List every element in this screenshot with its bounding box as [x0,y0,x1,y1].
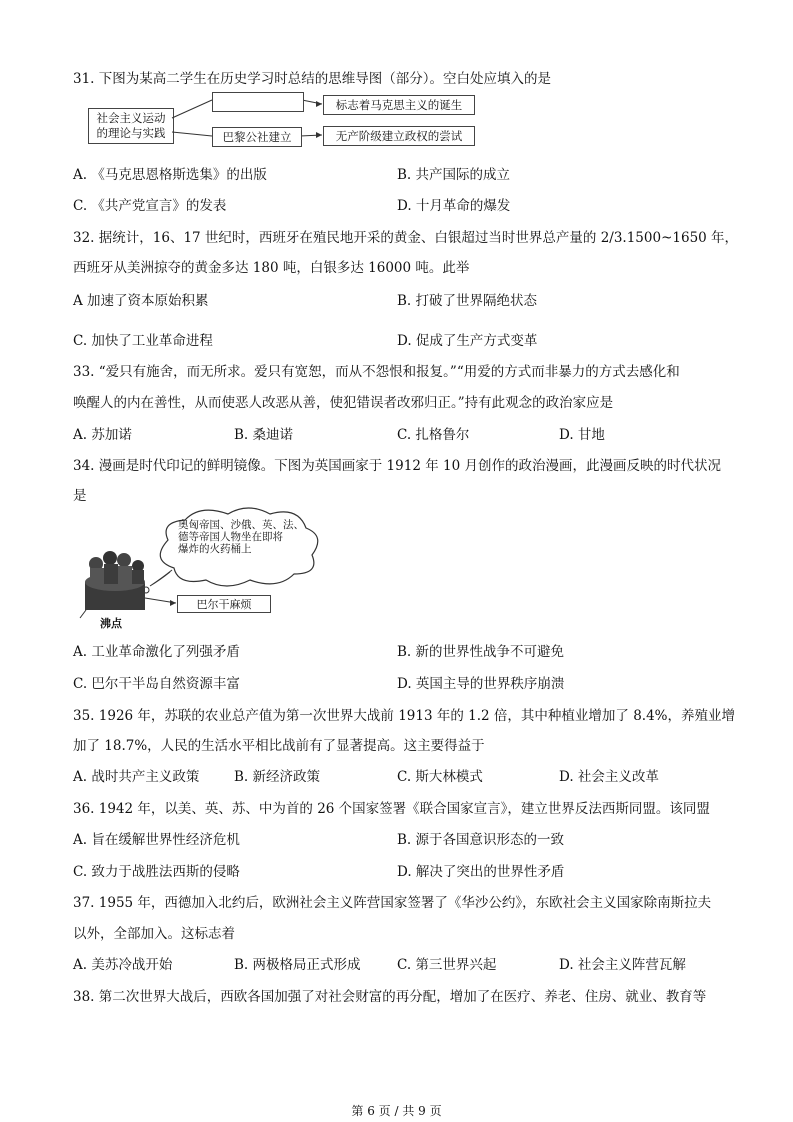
q34-option-a: A. 工业革命激化了列强矛盾 [73,644,240,660]
cartoon-caption: 沸点 [100,617,122,630]
q32-option-b: B. 打破了世界隔绝状态 [397,293,538,309]
q35-option-a: A. 战时共产主义政策 [73,769,200,785]
q33-stem-line1: 33. “爱只有施舍，而无所求。爱只有宽恕，而从不怨恨和报复。”“用爱的方式而非暴力的方式去感化和 [73,364,680,380]
q35-stem-line2: 加了 18.7%，人民的生活水平相比战前有了显著提高。这主要得益于 [73,738,485,754]
q36-option-c: C. 致力于战胜法西斯的侵略 [73,864,240,880]
cartoon-label: 巴尔干麻烦 [177,595,271,613]
q34-option-d: D. 英国主导的世界秩序崩溃 [397,676,565,692]
q32-stem-line2: 西班牙从美洲掠夺的黄金多达 180 吨，白银多达 16000 吨。此举 [73,260,470,276]
q33-option-d: D. 甘地 [559,427,605,443]
cartoon-bubble-text: 奥匈帝国、沙俄、英、法、 德等帝国人物坐在即将 爆炸的火药桶上 [178,519,304,555]
q34-stem-line2: 是 [73,488,87,504]
q33-option-c: C. 扎格鲁尔 [397,427,470,443]
q31-stem: 31. 下图为某高二学生在历史学习时总结的思维导图（部分）。空白处应填入的是 [73,71,552,87]
q35-option-c: C. 斯大林模式 [397,769,483,785]
q37-option-a: A. 美苏冷战开始 [73,957,173,973]
mindmap-bottom-result: 无产阶级建立政权的尝试 [323,126,475,146]
q32-option-c: C. 加快了工业革命进程 [73,333,213,349]
q33-stem-line2: 唤醒人的内在善性，从而使恶人改恶从善，使犯错误者改邪归正。”持有此观念的政治家应是 [73,395,614,411]
q38-stem: 38. 第二次世界大战后，西欧各国加强了对社会财富的再分配，增加了在医疗、养老、住房、就业、教育等 [73,989,707,1005]
mindmap-blank [212,92,304,112]
q35-stem-line1: 35. 1926 年，苏联的农业总产值为第一次世界大战前 1913 年的 1.2 倍，其中种植业增加了 8.4%，养殖业增 [73,708,735,724]
q37-option-c: C. 第三世界兴起 [397,957,497,973]
q37-option-d: D. 社会主义阵营瓦解 [559,957,686,973]
q35-option-b: B. 新经济政策 [234,769,321,785]
q31-option-d: D. 十月革命的爆发 [397,198,511,214]
q31-option-c: C. 《共产党宣言》的发表 [73,198,227,214]
q34-option-c: C. 巴尔干半岛自然资源丰富 [73,676,240,692]
q31-option-b: B. 共产国际的成立 [397,167,511,183]
q33-option-b: B. 桑迪诺 [234,427,294,443]
page-footer: 第 6 页 / 共 9 页 [351,1104,442,1118]
q34-option-b: B. 新的世界性战争不可避免 [397,644,565,660]
q37-stem-line2: 以外，全部加入。这标志着 [73,926,235,942]
mindmap-bottom-node: 巴黎公社建立 [212,127,302,147]
q31-option-a: A. 《马克思恩格斯选集》的出版 [73,167,267,183]
q36-option-b: B. 源于各国意识形态的一致 [397,832,565,848]
q32-option-d: D. 促成了生产方式变革 [397,333,538,349]
q33-option-a: A. 苏加诺 [73,427,132,443]
q36-stem: 36. 1942 年，以美、英、苏、中为首的 26 个国家签署《联合国家宣言》，建立世界反法西斯同盟。该同盟 [73,801,710,817]
q35-option-d: D. 社会主义改革 [559,769,659,785]
q34-stem-line1: 34. 漫画是时代印记的鲜明镜像。下图为英国画家于 1912 年 10 月创作的政治漫画，此漫画反映的时代状况 [73,458,721,474]
mindmap-top-result: 标志着马克思主义的诞生 [323,95,475,115]
q36-option-d: D. 解决了突出的世界性矛盾 [397,864,565,880]
q32-stem-line1: 32. 据统计，16、17 世纪时，西班牙在殖民地开采的黄金、白银超过当时世界总产量的 2/3.1500~1650 年， [73,230,739,246]
q32-option-a: A 加速了资本原始积累 [73,293,209,309]
mindmap-root: 社会主义运动 的理论与实践 [88,108,174,144]
q37-option-b: B. 两极格局正式形成 [234,957,361,973]
q37-stem-line1: 37. 1955 年，西德加入北约后，欧洲社会主义阵营国家签署了《华沙公约》，东欧社会主义国家除南斯拉夫 [73,895,712,911]
q36-option-a: A. 旨在缓解世界性经济危机 [73,832,240,848]
